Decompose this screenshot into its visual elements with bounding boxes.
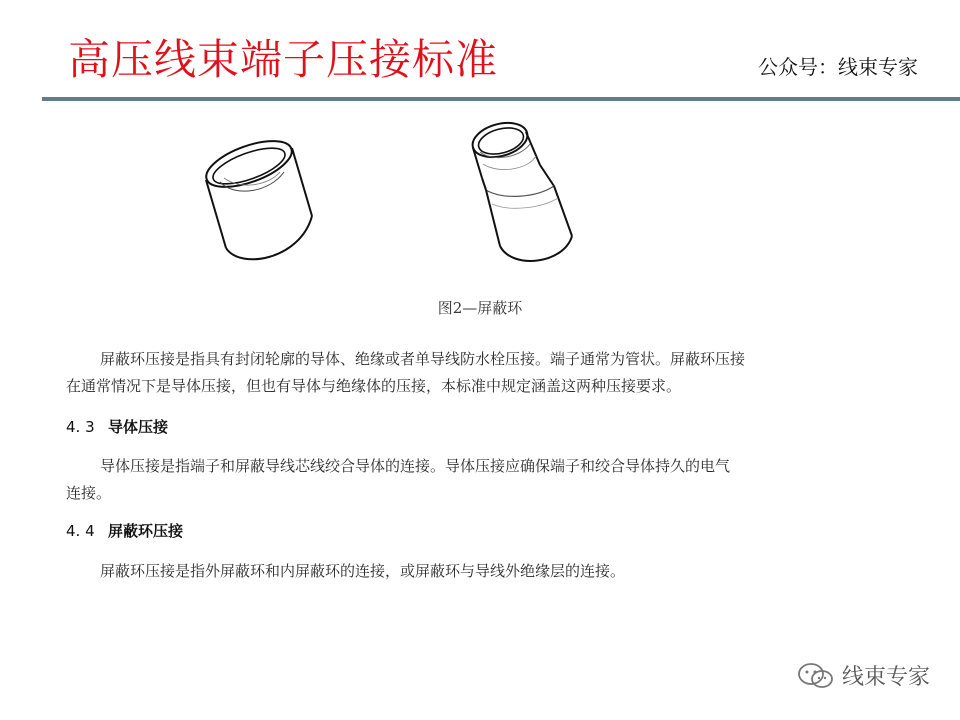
header-rule [42, 97, 960, 101]
wechat-watermark [796, 660, 930, 691]
header-account: 公众号：线束专家 [758, 55, 918, 79]
section-number: 4. 3 [66, 418, 95, 436]
figure-caption: 图2—屏蔽环 [437, 299, 523, 317]
section-title: 导体压接 [108, 418, 169, 436]
section-title: 屏蔽环压接 [108, 522, 184, 540]
intro-paragraph [66, 346, 876, 400]
section-4-4-line-1: 屏蔽环压接是指外屏蔽环和内屏蔽环的连接，或屏蔽环与导线外绝缘层的连接。 [100, 562, 626, 580]
intro-line-1: 屏蔽环压接是指具有封闭轮廓的导体、绝缘或者单导线防水栓压接。端子通常为管状。屏蔽环压接 [100, 350, 746, 368]
section-paragraph-4-3 [66, 453, 876, 507]
section-paragraph-4-4 [66, 558, 876, 585]
slide-title: 高压线束端子压接标准 [68, 35, 499, 84]
section-heading-4-4 [66, 520, 183, 542]
section-number: 4. 4 [66, 522, 95, 540]
shield-ring-right [469, 120, 572, 261]
wechat-icon [796, 661, 836, 691]
shield-ring-figure [180, 120, 620, 285]
intro-line-2: 在通常情况下是导体压接，但也有导体与绝缘体的压接，本标准中规定涵盖这两种压接要求。 [66, 377, 682, 395]
section-4-3-line-1: 导体压接是指端子和屏蔽导线芯线绞合导体的连接。导体压接应确保端子和绞合导体持久的电气 [100, 457, 731, 475]
watermark-text: 线束专家 [841, 665, 930, 690]
section-heading-4-3 [66, 416, 168, 438]
section-4-3-line-2: 连接。 [66, 484, 112, 502]
shield-ring-left [201, 132, 312, 260]
shield-ring-illustrations [180, 120, 620, 285]
